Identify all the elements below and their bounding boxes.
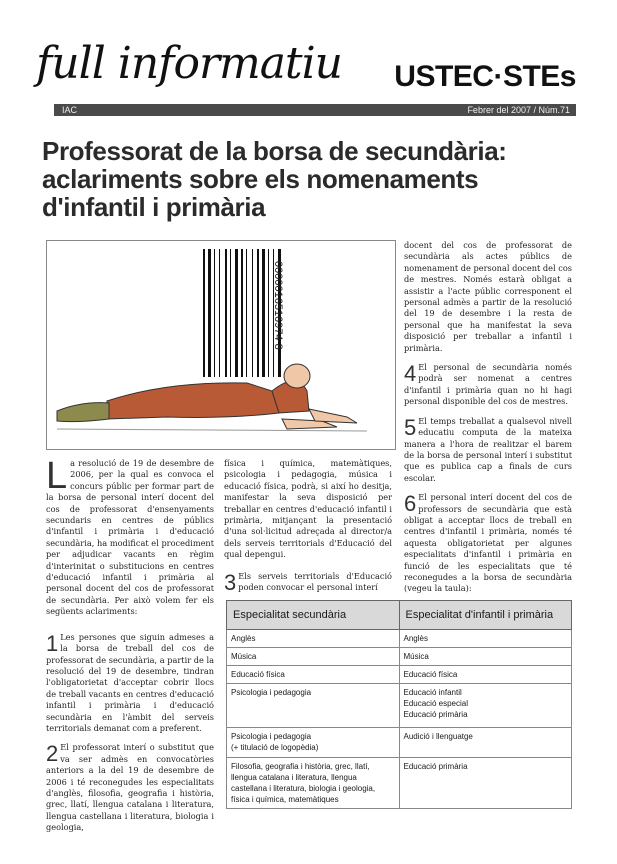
point-number: 4 bbox=[404, 361, 417, 387]
point-2-continued: física i química, matemàtiques, psicologia i pedagogia, música i educació física, podrà, si així ho desitja, manifestar la seva disposició per treballar en centres d'educació infantil i primària, mitjançant la presentació d'una sol·licitud adreçada al director/a dels serveis territorials d'Educació del qual depengui. bbox=[224, 458, 392, 560]
table-header: Especialitat d'infantil i primària bbox=[399, 601, 572, 630]
issue-bar bbox=[54, 104, 576, 116]
table-cell: Educació infantil Educació especial Educació primària bbox=[399, 684, 572, 728]
table-row bbox=[227, 758, 572, 809]
column-3 bbox=[404, 240, 572, 603]
brand-logo: USTEC·STEs bbox=[394, 60, 576, 93]
column-2 bbox=[224, 458, 392, 601]
table-row bbox=[227, 630, 572, 648]
point-5: 5 El temps treballat a qualsevol nivell educatiu computa de la mateixa manera a l'hora de realitzar el barem de la borsa de personal interí i substitut que es publica cap a finals de curs escolar. bbox=[404, 414, 572, 483]
table-cell: Psicologia i pedagogia bbox=[227, 684, 400, 728]
headline-line: Professorat de la borsa de secundària: bbox=[42, 136, 507, 166]
intro-paragraph: La resolució de 19 de desembre de 2006, per la qual es convoca el concurs públic per formar part de la borsa de personal interí docent del cos de professorat d'ensenyaments secundaris en centres de públics d'infantil i primària i d'educació secundària, ha modificat el procediment per adjudicar vacants en règim d'interinitat o substitucions en centres d'educació infantil i primària al personal docent del cos de professorat de secundària. Per això volem fer els següents aclariments: bbox=[46, 455, 214, 617]
section-tag: IAC bbox=[62, 105, 78, 115]
point-number: 5 bbox=[404, 414, 417, 440]
table-cell: Anglès bbox=[399, 630, 572, 648]
table-cell: Audició i llenguatge bbox=[399, 728, 572, 758]
newsletter-title: full informatiu bbox=[36, 38, 343, 89]
illustration bbox=[46, 240, 396, 450]
column-1 bbox=[46, 455, 214, 842]
table-cell: Educació primària bbox=[399, 758, 572, 809]
table-cell: Anglès bbox=[227, 630, 400, 648]
table-cell: Música bbox=[399, 648, 572, 666]
point-3: 3 Els serveis territorials d'Educació poden convocar el personal interí bbox=[224, 569, 392, 595]
table-row bbox=[227, 666, 572, 684]
point-number: 3 bbox=[224, 569, 237, 595]
man-under-barcode-illustration bbox=[47, 241, 395, 449]
point-number: 2 bbox=[46, 741, 59, 767]
table-cell: Educació física bbox=[399, 666, 572, 684]
table-cell: Educació física bbox=[227, 666, 400, 684]
point-1: 1 Les persones que siguin admeses a la borsa de treball del cos de professorat de secundària, a partir de la resolució del 19 de desembre, tindran l'obligatorietat d'acceptar cobrir llocs de treball vacants en centres d'educació infantil i primària i d'educació secundària en l'àmbit del serveis territorials demanat com a preferent. bbox=[46, 630, 214, 733]
table-header: Especialitat secundària bbox=[227, 601, 400, 630]
point-3-continued: docent del cos de professorat de secundària als actes públics de nomenament de personal docent del cos de mestres. Només estarà obligat a assistir a l'acte públic corresponent el personal admès a partir de la resolució del 19 de desembre i la resta de personal que ha manifestat la seva disposició per treballar a infantil i primària. bbox=[404, 240, 572, 353]
table-cell: Filosofia, geografia i història, grec, llatí, llengua catalana i literatura, llengua castellana i literatura, biologia i geologia, física i química, matemàtiques bbox=[227, 758, 400, 809]
point-number: 1 bbox=[46, 630, 59, 656]
headline-line: aclariments sobre els nomenaments bbox=[42, 164, 479, 194]
table-cell: Psicologia i pedagogia (+ titulació de logopèdia) bbox=[227, 728, 400, 758]
issue-info: Febrer del 2007 / Núm.71 bbox=[467, 105, 570, 115]
headline-line: d'infantil i primària bbox=[42, 192, 266, 222]
point-4: 4 El personal de secundària només podrà ser nomenat a centres d'infantil i primària quan no hi hagi personal disponible del cos de mestres. bbox=[404, 361, 572, 407]
masthead bbox=[36, 38, 576, 118]
drop-cap: L bbox=[46, 455, 68, 497]
table-row bbox=[227, 648, 572, 666]
table-row bbox=[227, 728, 572, 758]
point-number: 6 bbox=[404, 491, 417, 517]
specialties-table bbox=[226, 600, 572, 809]
point-2: 2 El professorat interí o substitut que va ser admès en convocatòries anteriors a la del 19 de desembre de 2006 i té reconegudes les especialitats d'anglès, filosofia, geografia i història, grec, llatí, llengua catalana i literatura, llengua castellana i literatura, biologia i geologia, bbox=[46, 741, 214, 833]
table-row bbox=[227, 684, 572, 728]
barcode-number: 0000016516974 8 bbox=[272, 261, 284, 350]
table-header-row bbox=[227, 601, 572, 630]
article-headline bbox=[42, 137, 582, 221]
table-cell: Música bbox=[227, 648, 400, 666]
point-6: 6 El personal interí docent del cos de professors de secundària que està obligat a acceptar llocs de treball en centres d'infantil i primària, només té aquesta obligatorietat per algunes especialitats d'infantil i primària en funció de les especialitats que té reconegudes a la borsa de secundària (vegeu la taula): bbox=[404, 491, 572, 594]
